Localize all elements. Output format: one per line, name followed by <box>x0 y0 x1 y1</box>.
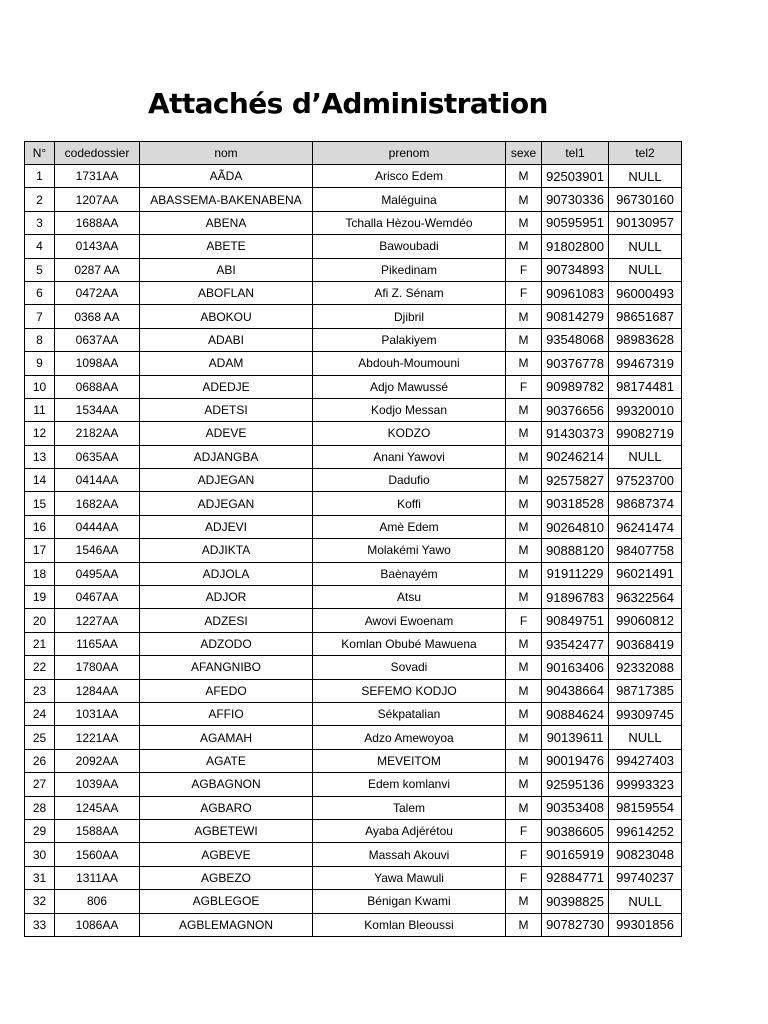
cell-tel2: NULL <box>609 165 682 188</box>
cell-sexe: M <box>506 632 542 655</box>
cell-sexe: M <box>506 539 542 562</box>
cell-tel2: NULL <box>609 235 682 258</box>
cell-codedossier: 1098AA <box>55 352 140 375</box>
cell-tel2: 99320010 <box>609 398 682 421</box>
cell-number: 15 <box>25 492 55 515</box>
cell-tel2: 90130957 <box>609 211 682 234</box>
cell-codedossier: 0444AA <box>55 515 140 538</box>
cell-sexe: F <box>506 843 542 866</box>
cell-number: 19 <box>25 586 55 609</box>
cell-sexe: M <box>506 913 542 936</box>
cell-tel1: 90884624 <box>542 702 609 725</box>
cell-number: 9 <box>25 352 55 375</box>
cell-tel1: 90595951 <box>542 211 609 234</box>
table-header-row <box>25 142 682 165</box>
cell-prenom: Tchalla Hèzou-Wemdéo <box>313 211 506 234</box>
cell-tel2: 90823048 <box>609 843 682 866</box>
table-row <box>25 609 682 632</box>
cell-sexe: M <box>506 165 542 188</box>
cell-prenom: KODZO <box>313 422 506 445</box>
cell-tel2: 99427403 <box>609 749 682 772</box>
table-row <box>25 913 682 936</box>
table-row <box>25 328 682 351</box>
cell-tel2: 99467319 <box>609 352 682 375</box>
cell-number: 3 <box>25 211 55 234</box>
cell-nom: ADABI <box>140 328 313 351</box>
cell-number: 26 <box>25 749 55 772</box>
table-row <box>25 726 682 749</box>
cell-sexe: M <box>506 796 542 819</box>
cell-number: 33 <box>25 913 55 936</box>
cell-nom: AÃDA <box>140 165 313 188</box>
cell-sexe: M <box>506 398 542 421</box>
table-row <box>25 819 682 842</box>
cell-prenom: Amè Edem <box>313 515 506 538</box>
table-row <box>25 422 682 445</box>
cell-tel1: 90376778 <box>542 352 609 375</box>
cell-number: 28 <box>25 796 55 819</box>
cell-tel1: 90782730 <box>542 913 609 936</box>
cell-codedossier: 0287 AA <box>55 258 140 281</box>
cell-sexe: F <box>506 866 542 889</box>
cell-sexe: M <box>506 235 542 258</box>
column-header-tel1: tel1 <box>542 142 609 165</box>
cell-tel1: 91896783 <box>542 586 609 609</box>
cell-tel2: 99614252 <box>609 819 682 842</box>
cell-nom: AGBEVE <box>140 843 313 866</box>
cell-prenom: Djibril <box>313 305 506 328</box>
table-row <box>25 539 682 562</box>
cell-tel1: 90386605 <box>542 819 609 842</box>
cell-codedossier: 1245AA <box>55 796 140 819</box>
cell-prenom: Edem komlanvi <box>313 773 506 796</box>
cell-number: 8 <box>25 328 55 351</box>
cell-nom: AGBLEGOE <box>140 890 313 913</box>
cell-nom: AGBETEWI <box>140 819 313 842</box>
cell-tel1: 90989782 <box>542 375 609 398</box>
table-row <box>25 281 682 304</box>
cell-number: 11 <box>25 398 55 421</box>
cell-nom: AGBLEMAGNON <box>140 913 313 936</box>
cell-codedossier: 1546AA <box>55 539 140 562</box>
cell-tel1: 90888120 <box>542 539 609 562</box>
page-title: Attachés d’Administration <box>148 87 548 120</box>
cell-prenom: Awovi Ewoenam <box>313 609 506 632</box>
cell-prenom: Maléguina <box>313 188 506 211</box>
cell-codedossier: 1534AA <box>55 398 140 421</box>
cell-number: 24 <box>25 702 55 725</box>
cell-nom: AFANGNIBO <box>140 656 313 679</box>
cell-tel1: 91911229 <box>542 562 609 585</box>
table-row <box>25 843 682 866</box>
cell-nom: AFEDO <box>140 679 313 702</box>
cell-nom: ADEDJE <box>140 375 313 398</box>
cell-tel2: 92332088 <box>609 656 682 679</box>
cell-prenom: Sovadi <box>313 656 506 679</box>
cell-tel2: 99060812 <box>609 609 682 632</box>
cell-tel2: 96000493 <box>609 281 682 304</box>
cell-tel2: 96241474 <box>609 515 682 538</box>
cell-nom: AGBARO <box>140 796 313 819</box>
cell-tel2: 98407758 <box>609 539 682 562</box>
cell-tel1: 90398825 <box>542 890 609 913</box>
cell-nom: ADAM <box>140 352 313 375</box>
cell-nom: ADJEVI <box>140 515 313 538</box>
cell-prenom: Pikedinam <box>313 258 506 281</box>
column-header-tel2: tel2 <box>609 142 682 165</box>
cell-prenom: Atsu <box>313 586 506 609</box>
cell-tel2: 99740237 <box>609 866 682 889</box>
cell-sexe: M <box>506 328 542 351</box>
cell-nom: ADEVE <box>140 422 313 445</box>
cell-tel2: NULL <box>609 726 682 749</box>
cell-codedossier: 1780AA <box>55 656 140 679</box>
cell-tel2: NULL <box>609 445 682 468</box>
cell-sexe: M <box>506 422 542 445</box>
cell-nom: AGBAGNON <box>140 773 313 796</box>
cell-tel1: 90376656 <box>542 398 609 421</box>
cell-nom: AGAMAH <box>140 726 313 749</box>
cell-tel1: 92575827 <box>542 469 609 492</box>
cell-prenom: MEVEITOM <box>313 749 506 772</box>
cell-codedossier: 1165AA <box>55 632 140 655</box>
cell-prenom: Abdouh-Moumouni <box>313 352 506 375</box>
table-row <box>25 352 682 375</box>
cell-prenom: Anani Yawovi <box>313 445 506 468</box>
cell-sexe: F <box>506 281 542 304</box>
cell-tel1: 90730336 <box>542 188 609 211</box>
table-row <box>25 562 682 585</box>
cell-tel1: 90814279 <box>542 305 609 328</box>
table-row <box>25 586 682 609</box>
cell-prenom: Komlan Obubé Mawuena <box>313 632 506 655</box>
cell-prenom: Massah Akouvi <box>313 843 506 866</box>
cell-tel2: 97523700 <box>609 469 682 492</box>
cell-nom: ABOFLAN <box>140 281 313 304</box>
cell-tel1: 92503901 <box>542 165 609 188</box>
cell-prenom: Talem <box>313 796 506 819</box>
cell-tel1: 91802800 <box>542 235 609 258</box>
cell-prenom: Bénigan Kwami <box>313 890 506 913</box>
cell-prenom: Sékpatalian <box>313 702 506 725</box>
cell-prenom: Dadufio <box>313 469 506 492</box>
cell-number: 17 <box>25 539 55 562</box>
cell-prenom: Afi Z. Sénam <box>313 281 506 304</box>
cell-tel2: NULL <box>609 890 682 913</box>
cell-sexe: M <box>506 726 542 749</box>
cell-codedossier: 1031AA <box>55 702 140 725</box>
cell-tel1: 90353408 <box>542 796 609 819</box>
cell-nom: ADJOR <box>140 586 313 609</box>
cell-number: 27 <box>25 773 55 796</box>
cell-codedossier: 1311AA <box>55 866 140 889</box>
cell-codedossier: 1227AA <box>55 609 140 632</box>
cell-nom: ABENA <box>140 211 313 234</box>
cell-number: 6 <box>25 281 55 304</box>
cell-number: 32 <box>25 890 55 913</box>
cell-tel1: 90264810 <box>542 515 609 538</box>
cell-tel2: 99993323 <box>609 773 682 796</box>
cell-sexe: M <box>506 352 542 375</box>
table-row <box>25 866 682 889</box>
cell-nom: ABASSEMA-BAKENABENA <box>140 188 313 211</box>
cell-prenom: Kodjo Messan <box>313 398 506 421</box>
cell-prenom: Koffi <box>313 492 506 515</box>
table-row <box>25 188 682 211</box>
cell-codedossier: 0472AA <box>55 281 140 304</box>
cell-prenom: Baènayém <box>313 562 506 585</box>
cell-tel2: 98983628 <box>609 328 682 351</box>
staff-table <box>24 141 682 937</box>
table-row <box>25 796 682 819</box>
cell-nom: ADJIKTA <box>140 539 313 562</box>
cell-tel2: 96021491 <box>609 562 682 585</box>
cell-sexe: M <box>506 679 542 702</box>
column-header-sexe: sexe <box>506 142 542 165</box>
cell-tel1: 90849751 <box>542 609 609 632</box>
cell-tel2: 96730160 <box>609 188 682 211</box>
cell-number: 16 <box>25 515 55 538</box>
cell-tel2: 98651687 <box>609 305 682 328</box>
table-row <box>25 469 682 492</box>
cell-nom: ADJANGBA <box>140 445 313 468</box>
cell-tel2: 98717385 <box>609 679 682 702</box>
cell-codedossier: 2182AA <box>55 422 140 445</box>
cell-tel2: 98159554 <box>609 796 682 819</box>
cell-codedossier: 1560AA <box>55 843 140 866</box>
cell-number: 20 <box>25 609 55 632</box>
cell-codedossier: 0637AA <box>55 328 140 351</box>
cell-codedossier: 0467AA <box>55 586 140 609</box>
cell-tel1: 93548068 <box>542 328 609 351</box>
cell-sexe: F <box>506 609 542 632</box>
table-row <box>25 702 682 725</box>
cell-number: 2 <box>25 188 55 211</box>
cell-codedossier: 1588AA <box>55 819 140 842</box>
cell-prenom: SEFEMO KODJO <box>313 679 506 702</box>
cell-tel1: 91430373 <box>542 422 609 445</box>
cell-number: 13 <box>25 445 55 468</box>
cell-tel2: 98687374 <box>609 492 682 515</box>
table-row <box>25 375 682 398</box>
cell-codedossier: 0414AA <box>55 469 140 492</box>
cell-codedossier: 0143AA <box>55 235 140 258</box>
cell-number: 1 <box>25 165 55 188</box>
table-row <box>25 749 682 772</box>
cell-sexe: M <box>506 515 542 538</box>
cell-codedossier: 1731AA <box>55 165 140 188</box>
cell-sexe: M <box>506 773 542 796</box>
cell-tel1: 92884771 <box>542 866 609 889</box>
cell-codedossier: 0495AA <box>55 562 140 585</box>
cell-tel1: 90246214 <box>542 445 609 468</box>
cell-sexe: M <box>506 890 542 913</box>
cell-nom: ADJEGAN <box>140 492 313 515</box>
cell-prenom: Bawoubadi <box>313 235 506 258</box>
cell-codedossier: 806 <box>55 890 140 913</box>
table-row <box>25 492 682 515</box>
cell-codedossier: 0368 AA <box>55 305 140 328</box>
cell-tel2: 98174481 <box>609 375 682 398</box>
cell-number: 23 <box>25 679 55 702</box>
table-row <box>25 165 682 188</box>
cell-nom: ADZESI <box>140 609 313 632</box>
cell-nom: AGATE <box>140 749 313 772</box>
cell-tel1: 93542477 <box>542 632 609 655</box>
cell-tel1: 90318528 <box>542 492 609 515</box>
cell-nom: AGBEZO <box>140 866 313 889</box>
cell-tel1: 90165919 <box>542 843 609 866</box>
cell-codedossier: 1207AA <box>55 188 140 211</box>
cell-number: 22 <box>25 656 55 679</box>
cell-number: 4 <box>25 235 55 258</box>
cell-nom: ABI <box>140 258 313 281</box>
cell-nom: ABETE <box>140 235 313 258</box>
cell-tel2: 99301856 <box>609 913 682 936</box>
cell-codedossier: 1284AA <box>55 679 140 702</box>
cell-sexe: M <box>506 469 542 492</box>
cell-tel2: 96322564 <box>609 586 682 609</box>
table-row <box>25 679 682 702</box>
cell-sexe: M <box>506 188 542 211</box>
cell-nom: ADZODO <box>140 632 313 655</box>
table-row <box>25 211 682 234</box>
cell-prenom: Ayaba Adjérétou <box>313 819 506 842</box>
cell-number: 21 <box>25 632 55 655</box>
column-header-number: N° <box>25 142 55 165</box>
table-row <box>25 773 682 796</box>
table-row <box>25 656 682 679</box>
cell-nom: AFFIO <box>140 702 313 725</box>
table-row <box>25 515 682 538</box>
cell-prenom: Adzo Amewoyoa <box>313 726 506 749</box>
cell-sexe: M <box>506 749 542 772</box>
cell-number: 25 <box>25 726 55 749</box>
cell-sexe: M <box>506 492 542 515</box>
cell-codedossier: 0688AA <box>55 375 140 398</box>
cell-number: 18 <box>25 562 55 585</box>
table-row <box>25 890 682 913</box>
cell-tel1: 90139611 <box>542 726 609 749</box>
cell-prenom: Arisco Edem <box>313 165 506 188</box>
cell-codedossier: 1688AA <box>55 211 140 234</box>
cell-tel2: NULL <box>609 258 682 281</box>
table-row <box>25 632 682 655</box>
table-row <box>25 398 682 421</box>
table-row <box>25 258 682 281</box>
cell-tel1: 90961083 <box>542 281 609 304</box>
cell-sexe: M <box>506 562 542 585</box>
cell-codedossier: 1039AA <box>55 773 140 796</box>
cell-nom: ADETSI <box>140 398 313 421</box>
cell-codedossier: 0635AA <box>55 445 140 468</box>
cell-number: 30 <box>25 843 55 866</box>
cell-tel1: 90163406 <box>542 656 609 679</box>
column-header-codedossier: codedossier <box>55 142 140 165</box>
cell-number: 10 <box>25 375 55 398</box>
cell-sexe: F <box>506 819 542 842</box>
cell-tel1: 90734893 <box>542 258 609 281</box>
cell-codedossier: 1682AA <box>55 492 140 515</box>
cell-nom: ADJOLA <box>140 562 313 585</box>
cell-tel2: 99082719 <box>609 422 682 445</box>
table-row <box>25 445 682 468</box>
cell-prenom: Molakémi Yawo <box>313 539 506 562</box>
cell-tel1: 92595136 <box>542 773 609 796</box>
cell-sexe: F <box>506 258 542 281</box>
cell-sexe: F <box>506 375 542 398</box>
cell-sexe: M <box>506 445 542 468</box>
cell-prenom: Adjo Mawussé <box>313 375 506 398</box>
cell-number: 12 <box>25 422 55 445</box>
cell-number: 5 <box>25 258 55 281</box>
cell-tel2: 90368419 <box>609 632 682 655</box>
cell-codedossier: 2092AA <box>55 749 140 772</box>
cell-nom: ADJEGAN <box>140 469 313 492</box>
cell-number: 14 <box>25 469 55 492</box>
cell-sexe: M <box>506 586 542 609</box>
cell-number: 7 <box>25 305 55 328</box>
cell-sexe: M <box>506 211 542 234</box>
cell-codedossier: 1221AA <box>55 726 140 749</box>
column-header-prenom: prenom <box>313 142 506 165</box>
cell-nom: ABOKOU <box>140 305 313 328</box>
cell-number: 31 <box>25 866 55 889</box>
cell-tel1: 90019476 <box>542 749 609 772</box>
cell-sexe: M <box>506 702 542 725</box>
cell-sexe: M <box>506 305 542 328</box>
cell-codedossier: 1086AA <box>55 913 140 936</box>
cell-prenom: Palakiyem <box>313 328 506 351</box>
column-header-nom: nom <box>140 142 313 165</box>
cell-tel2: 99309745 <box>609 702 682 725</box>
cell-prenom: Komlan Bleoussi <box>313 913 506 936</box>
table-row <box>25 305 682 328</box>
table-row <box>25 235 682 258</box>
cell-sexe: M <box>506 656 542 679</box>
cell-prenom: Yawa Mawuli <box>313 866 506 889</box>
cell-tel1: 90438664 <box>542 679 609 702</box>
cell-number: 29 <box>25 819 55 842</box>
